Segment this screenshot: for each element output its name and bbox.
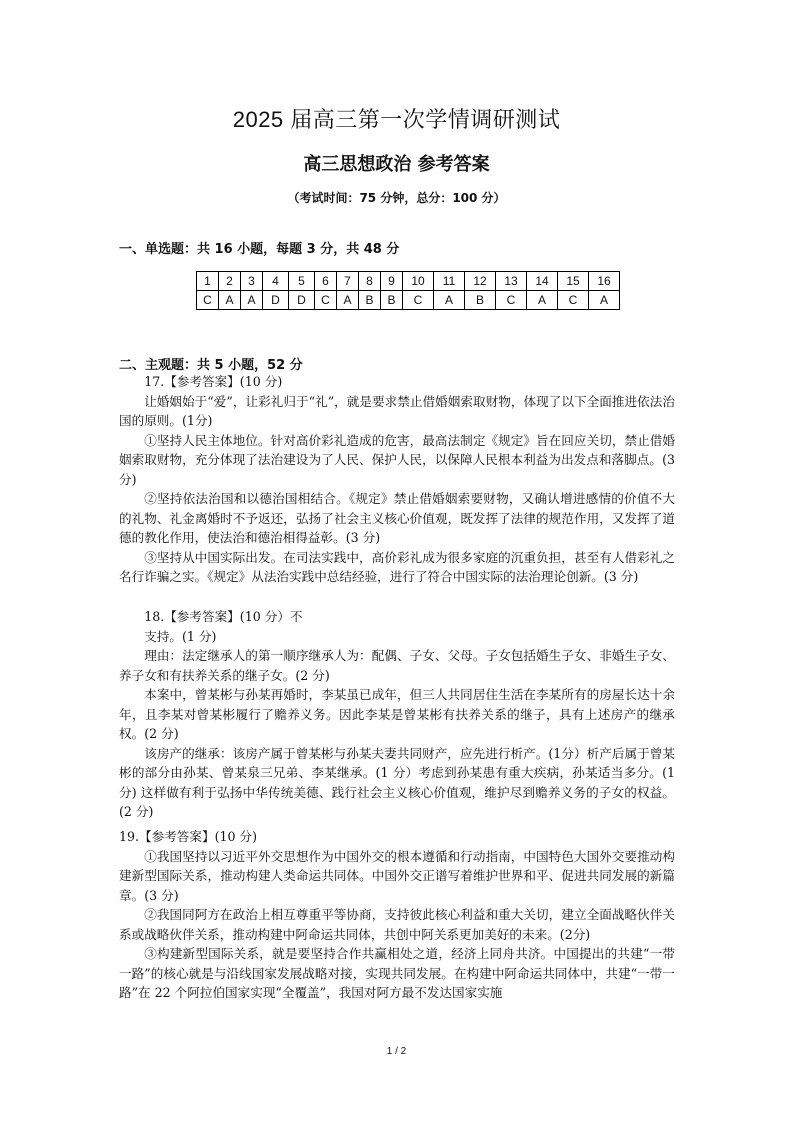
question-19-paragraph: ②我国同阿方在政治上相互尊重平等协商，支持彼此核心利益和重大关切，建立全面战略伙伴关系或战略伙伴关系，推动构建中阿命运共同体，共创中阿关系更加美好的未来。(2分) bbox=[119, 907, 675, 942]
page-number: 1 / 2 bbox=[386, 1046, 407, 1057]
question-18-heading: 18.【参考答案】(10 分）不 bbox=[144, 609, 303, 624]
question-17-paragraph: ①坚持人民主体地位。针对高价彩礼造成的危害，最高法制定《规定》旨在回应关切，禁止借婚姻索取财物，充分体现了法治建设为了人民、保护人民，以保障人民根本利益为出发点和落脚点。(3 分) bbox=[119, 432, 675, 487]
exam-info: （考试时间：75 分钟，总分：100 分） bbox=[287, 191, 506, 205]
answer-table-answer-cell: A bbox=[337, 291, 359, 310]
question-17-paragraph: ②坚持依法治国和以德治国相结合。《规定》禁止借婚姻索要财物，又确认增进感情的价值不大的礼物、礼金离婚时不予返还，弘扬了社会主义核心价值观，既发挥了法律的规范作用，又发挥了道德的教化作用，使法治和德治相得益彰。(3 分) bbox=[119, 491, 675, 545]
question-17-answer bbox=[119, 372, 675, 587]
answer-table-answer-cell: D bbox=[263, 291, 289, 310]
answer-table-number-cell: 1 bbox=[197, 272, 219, 291]
question-18-paragraph: 支持。(1 分) bbox=[144, 628, 217, 644]
answer-table-number-row bbox=[197, 272, 620, 291]
question-18-paragraph: 本案中，曾某彬与孙某再婚时，李某虽已成年，但三人共同居住生活在李某所有的房屋长达十余年，且李某对曾某彬履行了赡养义务。因此李某是曾某彬有扶养关系的继子，具有上述房产的继承权。(2 分) bbox=[119, 687, 675, 741]
answer-table-number-cell: 3 bbox=[241, 272, 263, 291]
page-subtitle: 高三思想政治 参考答案 bbox=[303, 154, 490, 175]
answer-table-answer-cell: D bbox=[289, 291, 315, 310]
question-18-paragraph: 理由：法定继承人的第一顺序继承人为：配偶、子女、父母。子女包括婚生子女、非婚生子女、养子女和有扶养关系的继子女。(2 分) bbox=[119, 648, 675, 683]
answer-table-number-cell: 15 bbox=[558, 272, 589, 291]
answer-table-answer-cell: A bbox=[219, 291, 241, 310]
answer-table-number-cell: 12 bbox=[465, 272, 496, 291]
answer-table-answer-cell: C bbox=[403, 291, 434, 310]
answer-table-number-cell: 4 bbox=[263, 272, 289, 291]
answer-table bbox=[196, 271, 620, 310]
answer-table-number-cell: 16 bbox=[589, 272, 620, 291]
answer-table-answer-cell: B bbox=[381, 291, 403, 310]
answer-table-answer-cell: C bbox=[558, 291, 589, 310]
answer-table-number-cell: 2 bbox=[219, 272, 241, 291]
answer-table-answer-cell: A bbox=[589, 291, 620, 310]
section-2-heading: 二、主观题：共 5 小题，52 分 bbox=[119, 358, 303, 373]
answer-table-answer-cell: C bbox=[496, 291, 527, 310]
answer-table-number-cell: 6 bbox=[315, 272, 337, 291]
answer-table-number-cell: 9 bbox=[381, 272, 403, 291]
answer-table-number-cell: 10 bbox=[403, 272, 434, 291]
answer-table-answer-cell: C bbox=[197, 291, 219, 310]
question-18-answer bbox=[119, 607, 675, 822]
answer-table-answer-cell: C bbox=[315, 291, 337, 310]
question-19-paragraph: ③构建新型国际关系，就是要坚持合作共赢相处之道，经济上同舟共济。中国提出的共建“一带一路”的核心就是与沿线国家发展战略对接，实现共同发展。在构建中阿命运共同体中，共建“一带一路”在 22 个阿拉伯国家实现“全覆盖”，我国对阿方最不发达国家实施 bbox=[119, 946, 675, 1000]
question-17-paragraph: 让婚姻始于“爱”，让彩礼归于“礼”，就是要求禁止借婚姻索取财物，体现了以下全面推进依法治国的原则。(1分) bbox=[119, 393, 675, 428]
answer-table-number-cell: 13 bbox=[496, 272, 527, 291]
answer-table-answer-cell: B bbox=[359, 291, 381, 310]
answer-table-answer-cell: A bbox=[434, 291, 465, 310]
section-1-heading: 一、单选题：共 16 小题，每题 3 分，共 48 分 bbox=[119, 242, 400, 257]
answer-table-answer-cell: A bbox=[527, 291, 558, 310]
question-18-paragraph: 该房产的继承：该房产属于曾某彬与孙某夫妻共同财产，应先进行析产。(1分）析产后属于曾某彬的部分由孙某、曾某泉三兄弟、李某继承。(1 分）考虑到孙某患有重大疾病，孙某适当多分。(1分) 这样做有利于弘扬中华传统美德、践行社会主义核心价值观，维护尽到赡养义务的子女的权益。(2 分) bbox=[119, 745, 675, 819]
answer-table-number-cell: 14 bbox=[527, 272, 558, 291]
answer-table-number-cell: 5 bbox=[289, 272, 315, 291]
answer-table-answer-row bbox=[197, 291, 620, 310]
question-17-heading: 17.【参考答案】(10 分) bbox=[144, 374, 283, 389]
answer-table-answer-cell: A bbox=[241, 291, 263, 310]
page-title: 2025 届高三第一次学情调研测试 bbox=[232, 107, 561, 132]
question-19-heading: 19.【参考答案】(10 分) bbox=[119, 829, 258, 844]
answer-table-number-cell: 11 bbox=[434, 272, 465, 291]
question-19-answer bbox=[119, 827, 675, 1003]
question-17-paragraph: ③坚持从中国实际出发。在司法实践中，高价彩礼成为很多家庭的沉重负担，甚至有人借彩礼之名行诈骗之实。《规定》从法治实践中总结经验，进行了符合中国实际的法治理论创新。(3 分) bbox=[119, 549, 675, 584]
answer-table-answer-cell: B bbox=[465, 291, 496, 310]
answer-table-number-cell: 8 bbox=[359, 272, 381, 291]
question-19-paragraph: ①我国坚持以习近平外交思想作为中国外交的根本遵循和行动指南，中国特色大国外交要推动构建新型国际关系，推动构建人类命运共同体。中国外交正谱写着维护世界和平、促进共同发展的新篇章。(3 分) bbox=[119, 848, 675, 903]
answer-table-number-cell: 7 bbox=[337, 272, 359, 291]
